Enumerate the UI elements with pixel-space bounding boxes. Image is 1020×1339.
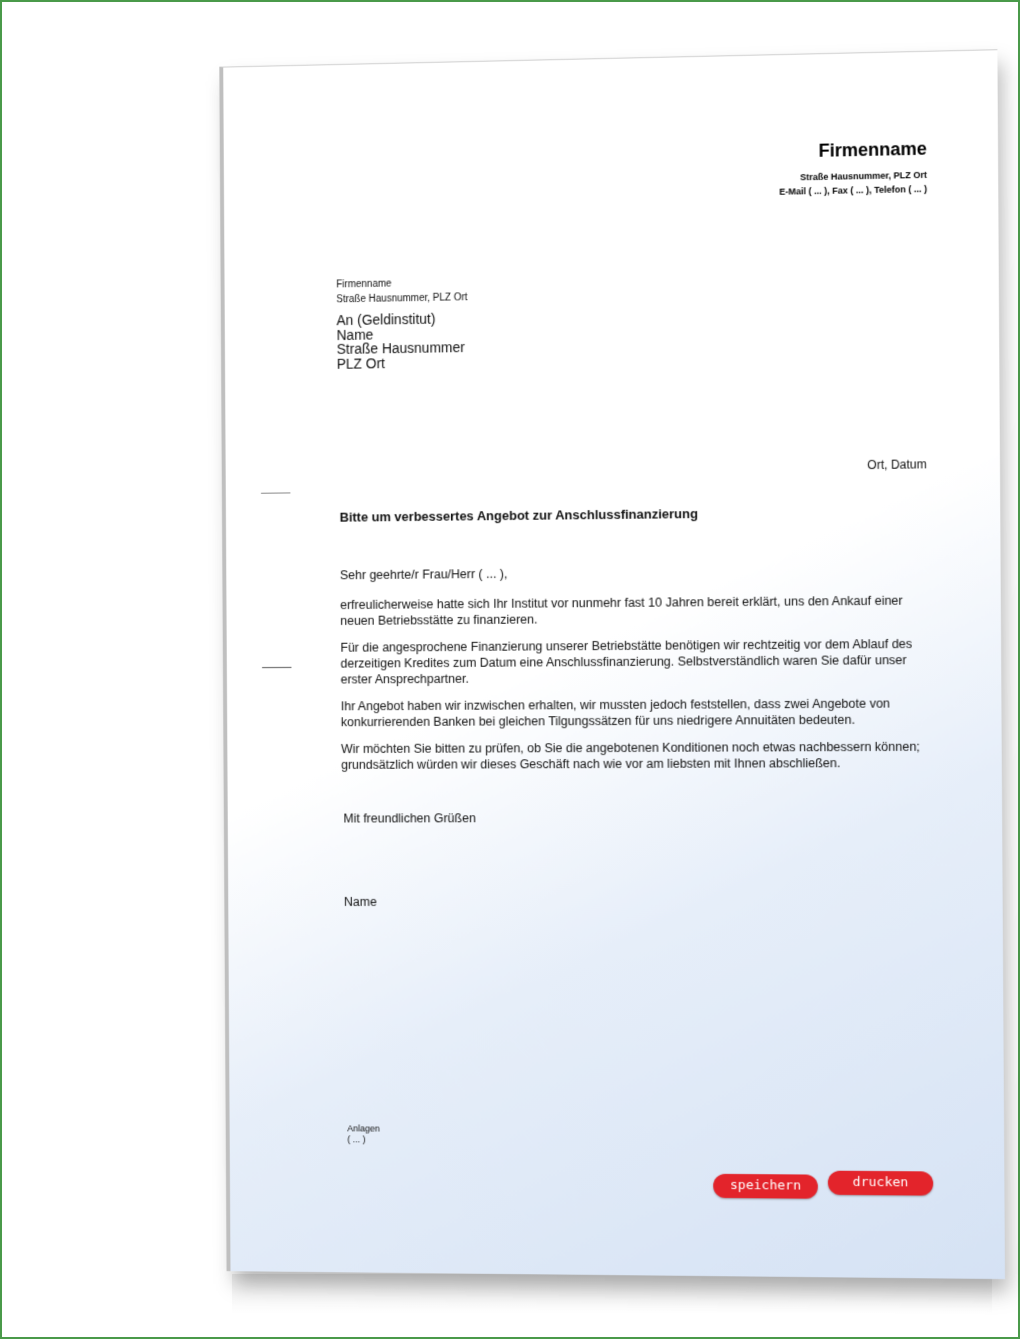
paragraph-2: Für die angesprochene Finanzierung unserer Betriebstätte benötigen wir rechtzeitig vor dem Ablauf des derzeitigen Kredites zum Datum eine Anschlussfinanzierung. Selbstverständlich waren Sie dafür unser erster Ansprechpartner. bbox=[340, 636, 913, 687]
letter-page bbox=[219, 49, 1005, 1279]
paragraph-3: Ihr Angebot haben wir inzwischen erhalten, wir mussten jedoch feststellen, dass zwei Angebote von konkurrierenden Banken bei gleichen Tilgungssätzen für uns niedrigere Annuitäten bedeuten. bbox=[340, 696, 891, 730]
letterhead-contact: E-Mail ( ... ), Fax ( ... ), Telefon ( ... ) bbox=[779, 183, 928, 197]
fold-mark-upper bbox=[261, 492, 290, 493]
paragraph-4: Wir möchten Sie bitten zu prüfen, ob Sie die angebotenen Konditionen noch etwas nachbessern können; grundsätzlich würden wir dieses Geschäft nach wie vor am liebsten mit Ihnen abschließen. bbox=[341, 739, 920, 772]
enclosures bbox=[347, 1123, 380, 1145]
enclosures-label: Anlagen bbox=[347, 1123, 380, 1134]
document-preview bbox=[219, 49, 1001, 1278]
place-date: Ort, Datum bbox=[867, 457, 927, 473]
recipient-line-4: PLZ Ort bbox=[336, 354, 386, 372]
return-address-company: Firmenname bbox=[336, 278, 392, 291]
recipient-line-2: Name bbox=[336, 326, 374, 343]
signature-name: Name bbox=[343, 894, 377, 909]
recipient-line-3: Straße Hausnummer bbox=[336, 339, 465, 357]
letterhead-address: Straße Hausnummer, PLZ Ort bbox=[800, 169, 928, 183]
letterhead bbox=[779, 139, 927, 199]
letter-subject: Bitte um verbessertes Angebot zur Anschlussfinanzierung bbox=[339, 506, 699, 525]
return-address-street: Straße Hausnummer, PLZ Ort bbox=[336, 292, 468, 306]
recipient-line-1: An (Geldinstitut) bbox=[336, 310, 436, 329]
enclosures-value: ( ... ) bbox=[347, 1134, 366, 1145]
save-button[interactable]: speichern bbox=[713, 1174, 818, 1199]
salutation: Sehr geehrte/r Frau/Herr ( ... ), bbox=[339, 566, 508, 583]
paragraph-1: erfreulicherweise hatte sich Ihr Institut vor nunmehr fast 10 Jahren bereit erklärt, uns den Ankauf einer neuen Betriebsstätte zu finanzieren. bbox=[340, 593, 903, 628]
letter-body bbox=[340, 562, 941, 784]
recipient-address bbox=[336, 311, 465, 371]
letterhead-company: Firmenname bbox=[818, 138, 927, 161]
print-button[interactable]: drucken bbox=[828, 1171, 933, 1196]
return-address bbox=[336, 275, 467, 307]
closing-formula: Mit freundlichen Grüßen bbox=[343, 811, 476, 826]
fold-mark-lower bbox=[262, 667, 291, 668]
